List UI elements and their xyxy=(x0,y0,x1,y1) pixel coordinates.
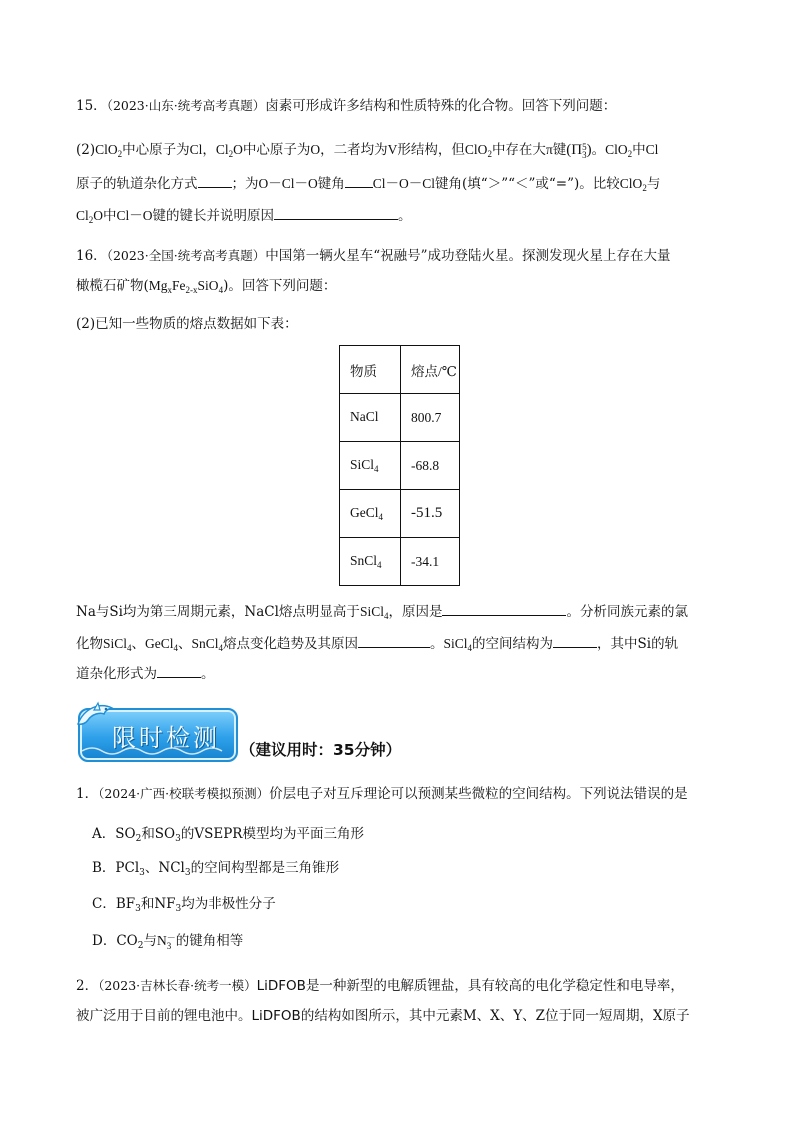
text: 熔点变化趋势及其原因 xyxy=(223,636,359,652)
text: 的键角相等 xyxy=(175,933,244,949)
sicl4-formula xyxy=(444,636,473,651)
formula-sub: 4 xyxy=(383,611,389,621)
pi-symbol: π xyxy=(545,142,553,157)
formula-text: NaCl xyxy=(350,409,379,424)
q15-line1 xyxy=(76,140,658,164)
text: 形结构，但 xyxy=(397,142,465,158)
q16-line2 xyxy=(76,276,336,300)
q16-para-line3 xyxy=(76,663,215,684)
angle-ocl-o: O－Cl－O xyxy=(258,176,318,191)
formula-scripts xyxy=(167,934,176,950)
q1-stem-line xyxy=(76,784,688,804)
formula-text: ClO xyxy=(605,142,628,157)
formula-sub: 2-x xyxy=(185,285,198,295)
q16-source: （2023·全国·统考高考真题） xyxy=(106,248,266,263)
formula-text: SiCl xyxy=(359,604,384,619)
formula-text: SiCl xyxy=(443,636,468,651)
text: A．SO xyxy=(92,826,136,842)
clo2-formula xyxy=(620,176,647,191)
text: 、NCl xyxy=(144,860,185,876)
formula-text: Cl xyxy=(215,142,229,157)
text: 被广泛用于目前的锂电池中。 xyxy=(76,1008,252,1024)
text: 与 xyxy=(646,176,661,192)
text: ，原因是 xyxy=(388,604,443,620)
gecl4-formula xyxy=(145,636,178,651)
formula-sub: 4 xyxy=(467,643,473,653)
text: C．BF xyxy=(92,896,136,912)
text: 与 xyxy=(143,933,157,949)
formula-text: GeCl xyxy=(145,636,174,651)
text: 中心原子为 xyxy=(242,142,311,158)
q16-para-line2 xyxy=(76,633,678,658)
formula-sub: 4 xyxy=(377,560,382,570)
formula-sub: 3 xyxy=(582,149,587,160)
q16-number: 16． xyxy=(76,248,107,264)
q16-para-line1 xyxy=(76,601,688,626)
formula-sub: 2 xyxy=(228,149,234,159)
formula-sub: 2 xyxy=(642,183,647,193)
text: 是一种新型的电解质锂盐，具有较高的电化学稳定性和电导率， xyxy=(305,978,684,994)
q15-line2 xyxy=(76,173,660,198)
clo2-formula xyxy=(95,142,122,157)
q15-line3 xyxy=(76,205,412,230)
table-cell-substance xyxy=(340,538,401,586)
formula-text: ClO xyxy=(464,142,488,157)
formula-sub: 4 xyxy=(218,285,224,295)
text: ，其中Si的轨 xyxy=(597,636,679,652)
formula-sup: 5 xyxy=(582,141,587,152)
q15-source: （2023·山东·统考高考真题） xyxy=(106,98,266,113)
formula-text: O xyxy=(93,208,104,223)
answer-blank[interactable] xyxy=(274,205,398,220)
formula-sub: 4 xyxy=(378,512,383,522)
sicl4-formula xyxy=(360,604,389,619)
cl2o-formula xyxy=(76,208,103,223)
formula-text: ClO xyxy=(619,176,643,191)
table-cell-substance xyxy=(340,394,401,442)
q2-source: （2023·吉林长春·统考一模） xyxy=(98,978,257,993)
text: 。 xyxy=(398,208,412,224)
o-symbol: O xyxy=(310,142,321,157)
formula-text: SnCl xyxy=(350,553,378,568)
text: Na与Si均为第三周期元素，NaCl熔点明显高于 xyxy=(76,604,360,620)
sncl4-formula xyxy=(192,636,224,651)
text: 的空间构型都是三角锥形 xyxy=(190,860,340,876)
table-cell-value: 800.7 xyxy=(401,394,460,442)
formula-sub: 2 xyxy=(487,149,492,159)
q1-stem: 价层电子对互斥理论可以预测某些微粒的空间结构。下列说法错误的是 xyxy=(269,786,688,802)
formula-sub: 4 xyxy=(374,464,379,474)
table-header-melting-point: 熔点/℃ xyxy=(401,346,460,394)
text: 。 xyxy=(591,142,606,158)
melting-point-table xyxy=(339,345,460,586)
formula-sub: 2 xyxy=(137,941,144,951)
suggested-time: （建议用时：35分钟） xyxy=(240,741,402,759)
text: 。 xyxy=(201,666,215,682)
table-cell-value: -51.5 xyxy=(401,490,460,538)
table-cell-substance xyxy=(340,490,401,538)
azide-formula xyxy=(156,932,176,951)
lidfob-name: LiDFOB xyxy=(256,978,306,994)
text: 的空间结构为 xyxy=(472,636,554,652)
answer-blank[interactable] xyxy=(198,173,232,188)
table-cell-value: -68.8 xyxy=(401,442,460,490)
text: 的结构如图所示，其中元素M、X、Y、Z位于同一短周期，X原子 xyxy=(300,1008,690,1024)
formula-sub: 3 xyxy=(175,834,181,844)
table-cell-substance xyxy=(340,442,401,490)
text: 道杂化形式为 xyxy=(76,666,157,682)
table-header-substance: 物质 xyxy=(340,346,401,394)
q15-stem: 卤素可形成许多结构和性质特殊的化合物。回答下列问题： xyxy=(265,98,617,114)
text: 、 xyxy=(131,636,146,652)
clo2-formula xyxy=(605,142,632,157)
text: 键的键长并说明原因 xyxy=(152,208,275,224)
text: 键角 xyxy=(317,176,345,192)
answer-blank[interactable] xyxy=(345,173,373,188)
text: 和NF xyxy=(140,896,176,912)
formula-text: N xyxy=(156,933,167,948)
q1-option-b[interactable] xyxy=(92,858,339,883)
formula-text: Π xyxy=(571,142,583,158)
text: 。分析同族元素的氯 xyxy=(566,604,688,620)
formula-sub: 4 xyxy=(218,643,224,653)
text: D．CO xyxy=(92,933,138,949)
q1-source: （2024·广西·校联考模拟预测） xyxy=(98,786,270,801)
banner-title: 限时检测 xyxy=(112,724,220,752)
cl2o-formula xyxy=(216,142,243,157)
table-row xyxy=(340,394,460,442)
formula-text: SiCl xyxy=(103,636,128,651)
text: 原子的轨道杂化方式 xyxy=(76,176,198,192)
text: 、 xyxy=(178,636,192,652)
bond-cl-o: Cl－O xyxy=(116,208,153,223)
table-cell-value: -34.1 xyxy=(401,538,460,586)
q2-line2 xyxy=(76,1006,690,1026)
text: 化物 xyxy=(76,636,103,652)
q1-option-a[interactable] xyxy=(92,824,364,849)
text: 均为非极性分子 xyxy=(181,896,276,912)
answer-blank[interactable] xyxy=(358,633,430,648)
olivine-formula xyxy=(149,278,223,293)
q16-stem: 中国第一辆火星车“祝融号”成功登陆火星。探测发现火星上存在大量 xyxy=(265,248,671,264)
formula-scripts xyxy=(582,143,587,159)
formula-text: SiCl xyxy=(350,457,375,472)
q15-number: 15． xyxy=(76,98,107,114)
answer-blank[interactable] xyxy=(157,663,201,678)
formula-text: Cl xyxy=(76,208,89,223)
q16-subquestion: (2)已知一些物质的熔点数据如下表： xyxy=(76,316,298,332)
formula-sub: x xyxy=(167,285,173,295)
q15-part-label: (2) xyxy=(76,142,96,158)
table-row xyxy=(340,538,460,586)
angle-cl-o-cl: Cl－O－Cl xyxy=(372,176,436,191)
table-header-row xyxy=(340,346,460,394)
formula-text: O xyxy=(233,142,243,157)
clo2-formula xyxy=(465,142,492,157)
formula-text: SiO xyxy=(197,278,219,293)
formula-text: ClO xyxy=(95,142,118,157)
formula-sub: 2 xyxy=(117,149,123,159)
timed-test-banner xyxy=(78,708,238,762)
text: 中 xyxy=(632,142,646,158)
text: 键角(填“＞”“＜”或“=”)。比较 xyxy=(435,176,620,192)
q2-line1 xyxy=(76,976,684,996)
q2-number: 2． xyxy=(76,978,99,994)
q16-stem-line xyxy=(76,246,671,266)
formula-text: Mg xyxy=(148,278,168,293)
cl-symbol: Cl xyxy=(645,142,659,157)
q1-option-d[interactable] xyxy=(92,931,243,956)
answer-blank[interactable] xyxy=(553,633,597,648)
pi-bond-formula: (Π 5 3 ) xyxy=(566,141,592,160)
text: 橄榄石矿物( xyxy=(76,278,149,294)
q1-option-c[interactable] xyxy=(92,894,276,919)
text: 键 xyxy=(552,142,567,158)
text: ，二者均为 xyxy=(320,142,388,158)
formula-sup: － xyxy=(166,932,176,943)
formula-sub: 3 xyxy=(139,868,145,878)
text: B．PCl xyxy=(92,860,140,876)
formula-sub: 3 xyxy=(135,904,141,914)
table-row xyxy=(340,490,460,538)
formula-sub: 2 xyxy=(88,215,94,225)
formula-sub: 3 xyxy=(166,940,172,951)
text: 中存在大 xyxy=(491,142,546,158)
text: 和SO xyxy=(141,826,176,842)
q1-number: 1． xyxy=(76,786,99,802)
text: )。回答下列问题： xyxy=(223,278,337,294)
formula-text: Fe xyxy=(172,278,186,293)
q15-stem-line xyxy=(76,96,616,116)
waves-icon xyxy=(80,743,232,757)
formula-sub: 3 xyxy=(184,868,191,878)
text: ， xyxy=(202,142,216,158)
formula-sub: 2 xyxy=(135,834,142,844)
formula-text: SnCl xyxy=(191,636,219,651)
v-symbol: V xyxy=(387,142,398,157)
text: 的VSEPR模型均为平面三角形 xyxy=(180,826,364,842)
formula-sub: 4 xyxy=(127,643,132,653)
lidfob-name: LiDFOB xyxy=(251,1008,301,1024)
answer-blank[interactable] xyxy=(442,601,566,616)
text: 中心原子为 xyxy=(122,142,190,158)
text: 。 xyxy=(430,636,444,652)
formula-text: GeCl xyxy=(350,505,379,520)
cl-symbol: Cl xyxy=(189,142,203,157)
formula-sub: 3 xyxy=(175,904,182,914)
text: ；为 xyxy=(231,176,259,192)
formula-sub: 4 xyxy=(173,643,179,653)
table-row xyxy=(340,442,460,490)
sicl4-formula xyxy=(103,636,132,651)
text: 中 xyxy=(103,208,117,224)
formula-sub: 2 xyxy=(627,149,633,159)
